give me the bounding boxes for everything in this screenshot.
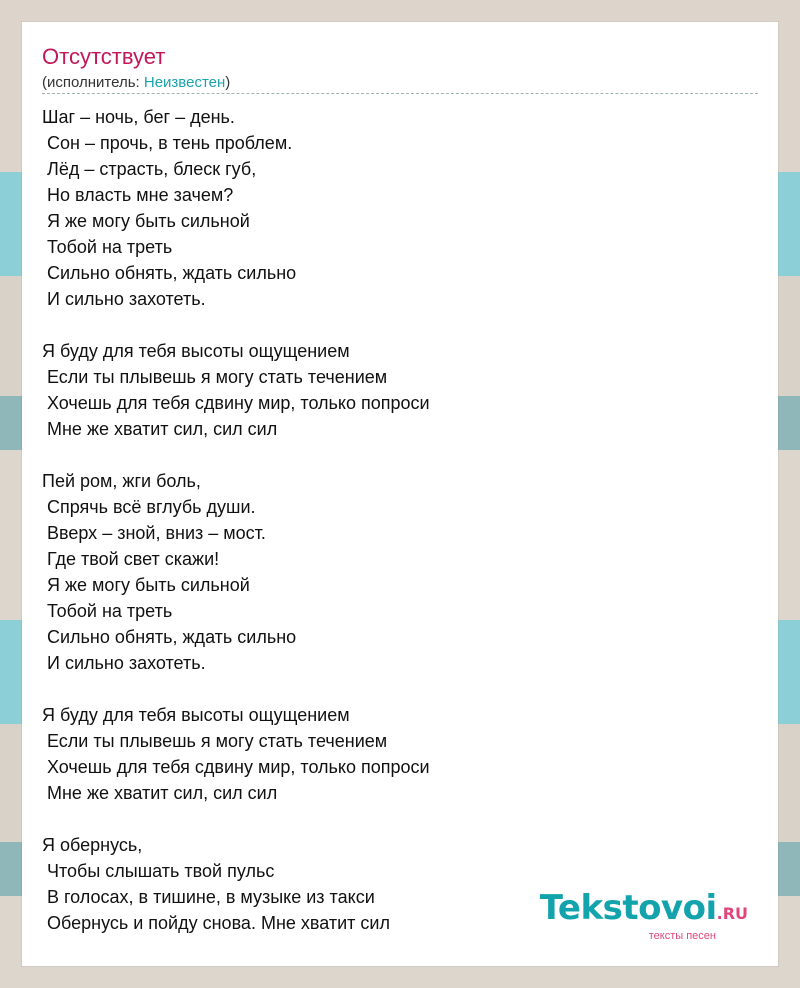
lyric-line: Где твой свет скажи! <box>42 549 220 569</box>
lyric-line: Я буду для тебя высоты ощущением <box>42 705 350 725</box>
lyric-line: Шаг – ночь, бег – день. <box>42 107 235 127</box>
lyric-line: Сильно обнять, ждать сильно <box>42 263 297 283</box>
lyric-line: И сильно захотеть. <box>42 289 206 309</box>
lyric-line: Пей ром, жги боль, <box>42 471 201 491</box>
artist-suffix: ) <box>225 74 231 91</box>
lyric-line: Я же могу быть сильной <box>42 575 250 595</box>
lyric-line: И сильно захотеть. <box>42 653 206 673</box>
lyric-line: Мне же хватит сил, сил сил <box>42 419 278 439</box>
lyric-line: Обернусь и пойду снова. Мне хватит сил <box>42 913 390 933</box>
lyric-line <box>42 806 762 832</box>
lyric-line: Хочешь для тебя сдвину мир, только попроси <box>42 757 430 777</box>
lyric-line: В голосах, в тишине, в музыке из такси <box>42 887 375 907</box>
lyric-line: Вверх – зной, вниз – мост. <box>42 523 266 543</box>
lyric-line: Тобой на треть <box>42 237 173 257</box>
artist-meta <box>42 74 230 92</box>
lyric-line: Мне же хватит сил, сил сил <box>42 783 278 803</box>
lyrics-card <box>22 22 778 966</box>
lyric-line <box>42 676 762 702</box>
lyric-line: Сон – прочь, в тень проблем. <box>42 133 293 153</box>
lyric-line: Спрячь всё вглубь души. <box>42 497 256 517</box>
lyric-line: Тобой на треть <box>42 601 173 621</box>
lyric-line: Если ты плывешь я могу стать течением <box>42 731 388 751</box>
logo-tld: .RU <box>716 904 748 923</box>
lyric-line <box>42 442 762 468</box>
lyric-line <box>42 312 762 338</box>
lyric-line: Хочешь для тебя сдвину мир, только попроси <box>42 393 430 413</box>
lyric-line: Я буду для тебя высоты ощущением <box>42 341 350 361</box>
song-title: Отсутствует <box>42 44 166 69</box>
artist-prefix: (исполнитель: <box>42 74 144 91</box>
lyric-line: Я обернусь, <box>42 835 143 855</box>
lyric-line: Я же могу быть сильной <box>42 211 250 231</box>
site-logo[interactable] <box>540 890 748 942</box>
artist-link[interactable]: Неизвестен <box>143 74 226 91</box>
lyric-line: Сильно обнять, ждать сильно <box>42 627 297 647</box>
logo-name: Tekstovoi <box>539 888 717 928</box>
lyric-line: Лёд – страсть, блеск губ, <box>42 159 257 179</box>
lyric-line: Чтобы слышать твой пульс <box>42 861 275 881</box>
lyric-line: Если ты плывешь я могу стать течением <box>42 367 388 387</box>
lyric-line: Но власть мне зачем? <box>42 185 234 205</box>
lyrics-text <box>42 104 762 936</box>
logo-tagline: тексты песен <box>648 930 716 942</box>
header-divider <box>42 93 758 94</box>
